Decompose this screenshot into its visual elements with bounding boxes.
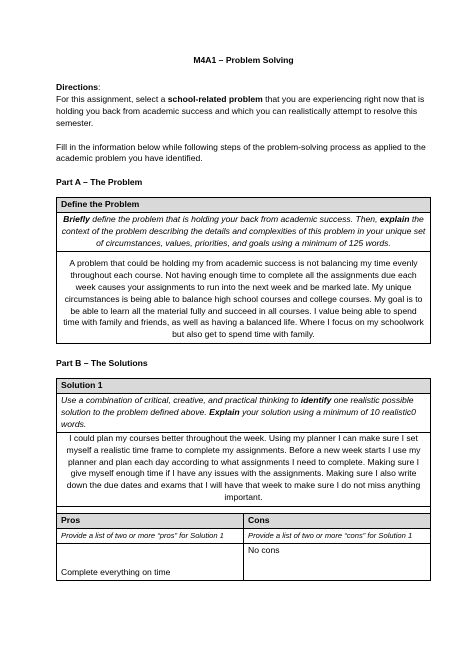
- instr-bold-briefly: Briefly: [63, 214, 90, 225]
- solution-1-answer[interactable]: I could plan my courses better throughout the week. Using my planner I can make sure I set myself a realistic time frame to complete my assignments. Before a new week starts I use my planner and plan each day according to what assignments I need to complete. Making sure I give myself enough time if I have any issues with the assignments. Making sure I also write down the due dates and exams that I will have that week to make sure I do not miss anything important.: [57, 432, 431, 506]
- sol-instr-bold-identify: identify: [300, 395, 332, 406]
- instr-bold-explain: explain: [379, 214, 410, 225]
- instr-end: the context of the problem describing the details and complexities of this problem in your unique set of circumstances, values, priorities, and goals using a minimum of 125 words.: [61, 214, 426, 248]
- sol-instr-bold-explain: Explain: [209, 406, 240, 417]
- pros-item: Complete everything on time: [61, 567, 171, 578]
- directions-colon: :: [98, 81, 101, 92]
- sol-instr-mid: one realistic possible solution to the problem defined above.: [61, 395, 414, 417]
- sol-instr-end: your solution using a minimum of 10 realistic0 words.: [61, 406, 416, 429]
- instr-mid: define the problem that is holding your back from academic success. Then,: [89, 214, 380, 225]
- solution-1-heading: Solution 1: [57, 379, 431, 394]
- define-problem-table: [56, 197, 431, 344]
- pros-heading: Pros: [57, 514, 244, 529]
- directions-text-bold: school-related problem: [167, 93, 263, 104]
- part-a-heading: Part A – The Problem: [56, 177, 143, 188]
- directions-text: [56, 94, 431, 130]
- define-problem-instructions: [57, 213, 431, 252]
- cons-list[interactable]: [244, 544, 431, 581]
- directions-text-after: that you are experiencing right now that is holding you back from academic success and which you can realistically attempt to resolve this semester.: [56, 93, 425, 128]
- part-b-heading: Part B – The Solutions: [56, 358, 148, 369]
- document-title: M4A1 – Problem Solving: [193, 55, 294, 65]
- fill-in-instructions: Fill in the information below while following steps of the problem-solving process as applied to the academic problem you have identified.: [56, 141, 426, 164]
- cons-item: No cons: [248, 545, 280, 555]
- sol-instr-start: Use a combination of critical, creative, and practical thinking to: [61, 395, 301, 406]
- define-problem-heading: Define the Problem: [57, 198, 431, 213]
- spacer-row: [57, 507, 431, 514]
- directions-label-line: [56, 82, 431, 94]
- solution-1-instructions: [57, 394, 431, 433]
- problem-answer[interactable]: A problem that could be holding my from academic success is not balancing my time evenly throughout each course. Not having enough time to complete all the assignments due each week causes your assignments to run into the next week and be marked late. My unique circumstances is being able to balance high school courses and college courses. My goal is to be able to learn all the material fully and succeed in all courses. I value being able to spend time with family and friends, as well as having a balanced life. Where I focus on my schoolwork but also get to spend time with family.: [57, 251, 431, 343]
- pros-instructions: Provide a list of two or more “pros” for Solution 1: [57, 529, 244, 544]
- directions-label: Directions: [56, 81, 99, 92]
- pros-list[interactable]: [57, 544, 244, 581]
- solution-1-table: [56, 378, 431, 581]
- cons-instructions: Provide a list of two or more “cons” for Solution 1: [244, 529, 431, 544]
- cons-heading: Cons: [244, 514, 431, 529]
- directions-text-before: For this assignment, select a: [56, 93, 168, 104]
